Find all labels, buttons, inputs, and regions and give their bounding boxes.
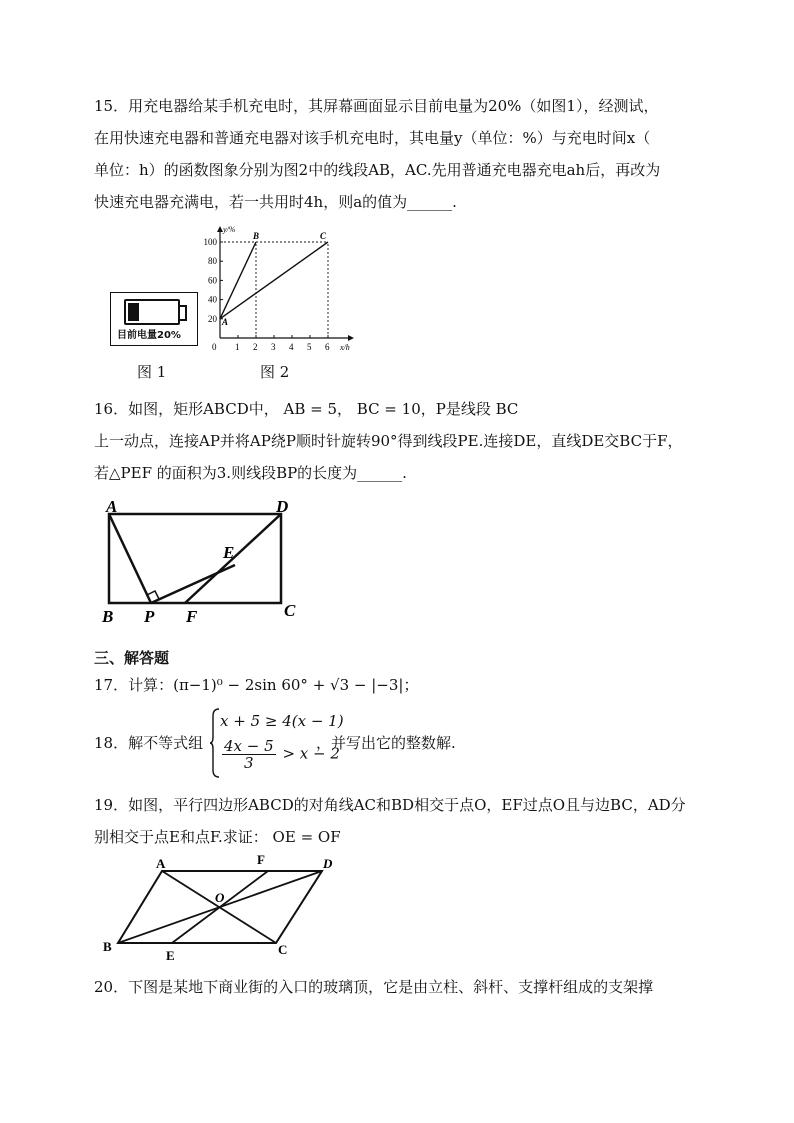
q16-line-1: 16．如图，矩形ABCD中， AB = 5， BC = 10，P是线段 BC xyxy=(94,400,519,418)
q17-text: 17．计算：(π−1)⁰ − 2sin 60° + √3 − |−3|； xyxy=(94,676,419,694)
point-label-a: A xyxy=(222,316,229,327)
battery-label: 目前电量20% xyxy=(117,330,181,341)
q18-fraction-denominator: 3 xyxy=(244,754,254,772)
x-tick-label-3: 3 xyxy=(271,342,276,350)
label-o: O xyxy=(215,890,225,905)
x-tick-label-1: 1 xyxy=(235,342,240,350)
q18-fraction xyxy=(222,738,276,771)
point-label-b: B xyxy=(253,231,260,241)
q18-inequality-2-rest: > x − 2 xyxy=(282,744,340,763)
label-d: D xyxy=(276,497,289,516)
label-a: A xyxy=(106,497,118,516)
series-ac xyxy=(220,242,328,319)
label-d: D xyxy=(323,856,333,871)
y-tick-label-60: 60 xyxy=(208,275,217,286)
label-e: E xyxy=(223,543,235,562)
x-tick-label-5: 5 xyxy=(307,342,312,350)
fig2-chart xyxy=(196,224,372,350)
x-axis-label: x/h xyxy=(340,343,350,350)
section-heading: 三、解答题 xyxy=(94,649,170,667)
rectangle-abcd xyxy=(109,514,281,603)
x-tick-label-2: 2 xyxy=(253,342,258,350)
q16-line-2: 上一动点，连接AP并将AP绕P顺时针旋转90°得到线段PE.连接DE，直线DE交BC于F， xyxy=(94,432,683,450)
x-axis-arrow xyxy=(348,335,354,341)
y-tick-label-20: 20 xyxy=(208,313,217,324)
label-b: B xyxy=(102,607,114,626)
battery-figure xyxy=(110,292,198,346)
label-c: C xyxy=(278,942,288,957)
parallelogram-figure xyxy=(96,852,346,967)
battery-charge-fill xyxy=(128,303,139,321)
x-tick-label-4: 4 xyxy=(289,342,294,350)
fig1-caption: 图 1 xyxy=(137,363,167,381)
q20-text: 20．下图是某地下商业街的入口的玻璃顶，它是由立柱、斜杆、支撑杆组成的支架撑 xyxy=(94,978,654,996)
battery-icon xyxy=(124,299,180,325)
rectangle-figure xyxy=(96,494,316,628)
segment-ap xyxy=(109,514,151,603)
segment-ef xyxy=(172,871,268,943)
label-f: F xyxy=(257,852,265,867)
point-label-c: C xyxy=(320,231,327,241)
label-a: A xyxy=(156,856,166,871)
label-c: C xyxy=(284,601,296,620)
label-p: P xyxy=(144,607,155,626)
series-ab xyxy=(220,242,256,319)
y-axis-label: y/% xyxy=(223,225,236,234)
q19-line-2: 别相交于点E和点F.求证： OE = OF xyxy=(94,828,341,846)
battery-terminal xyxy=(180,305,187,321)
y-tick-label-40: 40 xyxy=(208,294,217,305)
system-brace xyxy=(210,708,220,778)
q18-inequality-1: x + 5 ≥ 4(x − 1) xyxy=(220,712,344,730)
q15-line-4: 快速充电器充满电，若一共用时4h，则a的值为______. xyxy=(94,193,457,211)
segment-pe xyxy=(151,565,235,603)
y-tick-label-100: 100 xyxy=(203,237,217,247)
y-tick-label-80: 80 xyxy=(208,256,217,267)
q18-fraction-numerator: 4x − 5 xyxy=(224,737,274,755)
x-tick-label-0: 0 xyxy=(212,342,217,350)
label-b: B xyxy=(103,939,112,954)
fig2-caption: 图 2 xyxy=(260,363,290,381)
x-tick-label-6: 6 xyxy=(325,342,330,350)
q18-prefix: 18．解不等式组 xyxy=(94,734,204,752)
q16-line-3: 若△PEF 的面积为3.则线段BP的长度为______. xyxy=(94,464,407,482)
q15-line-1: 15．用充电器给某手机充电时，其屏幕画面显示目前电量为20%（如图1），经测试， xyxy=(94,97,659,115)
q18-suffix: ，并写出它的整数解. xyxy=(316,734,456,752)
label-e: E xyxy=(166,948,175,963)
q19-line-1: 19．如图，平行四边形ABCD的对角线AC和BD相交于点O，EF过点O且与边BC，AD分 xyxy=(94,796,686,814)
label-f: F xyxy=(186,607,198,626)
q15-line-2: 在用快速充电器和普通充电器对该手机充电时，其电量y（单位：%）与充电时间x（ xyxy=(94,129,651,147)
q15-line-3: 单位：h）的函数图象分别为图2中的线段AB，AC.先用普通充电器充电ah后，再改为 xyxy=(94,161,661,179)
